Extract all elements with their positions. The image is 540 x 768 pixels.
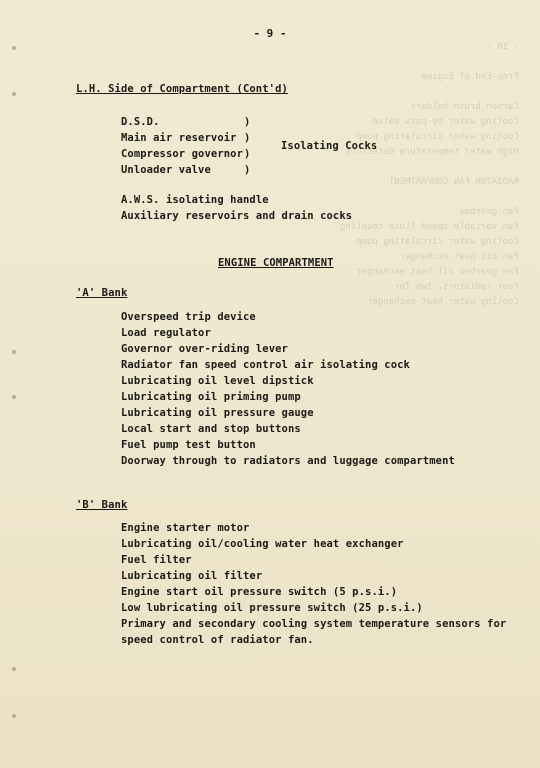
- brace-mark: ): [244, 164, 251, 176]
- extra-item: A.W.S. isolating handle: [121, 194, 269, 206]
- list-item: Lubricating oil filter: [121, 570, 263, 582]
- list-item: Fuel pump test button: [121, 439, 256, 451]
- punch-hole-mark: [12, 92, 16, 96]
- isolating-item: Unloader valve: [121, 164, 211, 176]
- list-item: Lubricating oil pressure gauge: [121, 407, 314, 419]
- list-item: Radiator fan speed control air isolating cock: [121, 359, 410, 371]
- brace-mark: ): [244, 116, 251, 128]
- extra-item: Auxiliary reservoirs and drain cocks: [121, 210, 353, 222]
- list-item: Engine starter motor: [121, 522, 250, 534]
- punch-hole-mark: [12, 714, 16, 718]
- list-item: Fuel filter: [121, 554, 192, 566]
- isolating-item: Compressor governor: [121, 148, 244, 160]
- list-item: Lubricating oil/cooling water heat exchanger: [121, 538, 404, 550]
- list-item: Lubricating oil priming pump: [121, 391, 301, 403]
- punch-hole-mark: [12, 46, 16, 50]
- list-item: Governor over-riding lever: [121, 343, 288, 355]
- isolating-item: D.S.D.: [121, 116, 160, 128]
- list-item: Doorway through to radiators and luggage compartment: [121, 455, 455, 467]
- section-heading: L.H. Side of Compartment (Cont'd): [76, 83, 288, 95]
- list-item: Low lubricating oil pressure switch (25 p.s.i.): [121, 602, 423, 614]
- brace-mark: ): [244, 132, 251, 144]
- punch-hole-mark: [12, 350, 16, 354]
- list-item: Load regulator: [121, 327, 211, 339]
- punch-hole-mark: [12, 667, 16, 671]
- list-item: speed control of radiator fan.: [121, 634, 314, 646]
- list-item: Local start and stop buttons: [121, 423, 301, 435]
- engine-compartment-heading: ENGINE COMPARTMENT: [218, 257, 334, 269]
- list-item: Primary and secondary cooling system temperature sensors for: [121, 618, 507, 630]
- b-bank-heading: 'B' Bank: [76, 499, 128, 511]
- list-item: Engine start oil pressure switch (5 p.s.i.): [121, 586, 398, 598]
- a-bank-heading: 'A' Bank: [76, 287, 128, 299]
- page-number: - 9 -: [253, 27, 287, 40]
- bleed-through-text: - 10 - Free-End of Engine Carbon brush holders Cooling water by-pass valve Cooling water circulating pump High water temperature detectors RADIATOR FAN COMPARTMENT Fan gearbox Fan variable speed fluid coupling Cooling water circulating pump Fan oil heat exchanger Fan gearbox oil heat exchanger Four radiators, two for Cooling water heat exchanger: [340, 42, 519, 307]
- punch-hole-mark: [12, 395, 16, 399]
- list-item: Lubricating oil level dipstick: [121, 375, 314, 387]
- list-item: Overspeed trip device: [121, 311, 256, 323]
- isolating-item: Main air reservoir: [121, 132, 237, 144]
- isolating-label: Isolating Cocks: [281, 140, 378, 152]
- brace-mark: ): [244, 148, 251, 160]
